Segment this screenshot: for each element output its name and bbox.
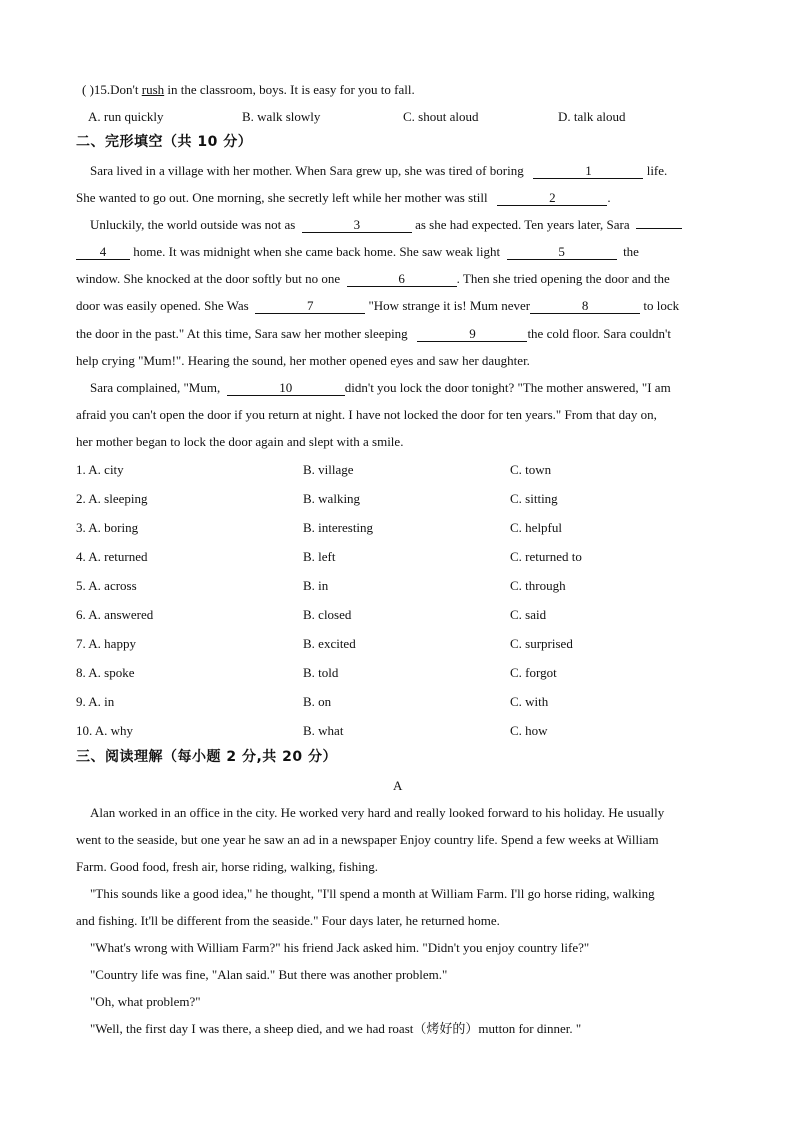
q15-option-c: C. shout aloud: [403, 109, 479, 124]
q15-option-d: D. talk aloud: [558, 109, 626, 124]
choice-2-b[interactable]: B. walking: [303, 491, 361, 506]
reading-line-5: and fishing. It'll be different from the seaside." Four days later, he returned home.: [76, 913, 500, 928]
reading-line-4: "This sounds like a good idea," he thought, "I'll spend a month at William Farm. I'll go horse riding, walking: [90, 886, 655, 901]
choice-10-c[interactable]: C. how: [510, 723, 548, 738]
blank-7[interactable]: 7: [255, 299, 365, 314]
cloze-line-4: 4 home. It was midnight when she came back home. She saw weak light 5 the: [76, 244, 639, 260]
answer-parenthesis: ( ): [82, 82, 94, 97]
choice-3-c[interactable]: C. helpful: [510, 520, 562, 535]
cloze-line-11: her mother began to lock the door again and slept with a smile.: [76, 434, 404, 449]
choice-6-a[interactable]: 6. A. answered: [76, 607, 154, 622]
choice-9-a[interactable]: 9. A. in: [76, 694, 115, 709]
section-3-heading: 三、阅读理解（每小题 2 分,共 20 分）: [76, 749, 338, 765]
reading-line-8: "Oh, what problem?": [90, 994, 201, 1009]
cloze-line-8: help crying "Mum!". Hearing the sound, her mother opened eyes and saw her daughter.: [76, 353, 530, 368]
cloze-line-2: She wanted to go out. One morning, she secretly left while her mother was still 2 .: [76, 190, 611, 205]
q15-option-b: B. walk slowly: [242, 109, 321, 124]
blank-4[interactable]: 4: [76, 245, 130, 260]
choice-10-a[interactable]: 10. A. why: [76, 723, 134, 738]
choice-6-b[interactable]: B. closed: [303, 607, 352, 622]
choice-3-a[interactable]: 3. A. boring: [76, 520, 139, 535]
q15-option-a: A. run quickly: [88, 109, 164, 124]
reading-line-1: Alan worked in an office in the city. He worked very hard and really looked forward to his holiday. He usually: [90, 805, 665, 820]
blank-5[interactable]: 5: [507, 245, 617, 260]
choice-4-b[interactable]: B. left: [303, 549, 336, 564]
choice-5-c[interactable]: C. through: [510, 578, 566, 593]
choice-2-c[interactable]: C. sitting: [510, 491, 558, 506]
choice-3-b[interactable]: B. interesting: [303, 520, 374, 535]
reading-line-3: Farm. Good food, fresh air, horse riding, walking, fishing.: [76, 859, 379, 874]
choice-7-b[interactable]: B. excited: [303, 636, 356, 651]
question-number: 15.: [93, 82, 111, 97]
cloze-line-7: the door in the past." At this time, Sara saw her mother sleeping 9 the cold floor. Sara couldn't: [76, 326, 671, 341]
choice-5-b[interactable]: B. in: [303, 578, 329, 593]
blank-4-start: [636, 228, 682, 229]
choice-1-b[interactable]: B. village: [303, 462, 354, 477]
cloze-line-9: Sara complained, "Mum, 10 didn't you lock the door tonight? "The mother answered, "I am: [90, 380, 671, 395]
reading-line-6: "What's wrong with William Farm?" his friend Jack asked him. "Didn't you enjoy country life?": [90, 940, 590, 955]
choice-8-a[interactable]: 8. A. spoke: [76, 665, 135, 680]
choice-1-c[interactable]: C. town: [510, 462, 552, 477]
choice-8-c[interactable]: C. forgot: [510, 665, 557, 680]
blank-1[interactable]: 1: [533, 164, 643, 179]
question-15: ( )15.Don't rush in the classroom, boys. It is easy for you to fall.: [82, 82, 415, 97]
choice-7-a[interactable]: 7. A. happy: [76, 636, 136, 651]
choice-4-a[interactable]: 4. A. returned: [76, 549, 148, 564]
blank-9[interactable]: 9: [417, 327, 527, 342]
passage-label: A: [393, 778, 403, 793]
choice-9-b[interactable]: B. on: [303, 694, 332, 709]
reading-line-9: "Well, the first day I was there, a sheep died, and we had roast（烤好的）mutton for dinner. ": [90, 1021, 582, 1036]
section-2-heading: 二、完形填空（共 10 分）: [76, 134, 253, 150]
choice-7-c[interactable]: C. surprised: [510, 636, 573, 651]
blank-2[interactable]: 2: [497, 191, 607, 206]
cloze-line-6: door was easily opened. She Was 7 "How strange it is! Mum never 8 to lock: [76, 298, 680, 313]
choice-6-c[interactable]: C. said: [510, 607, 547, 622]
cloze-line-1: Sara lived in a village with her mother. When Sara grew up, she was tired of boring 1 life.: [90, 163, 668, 178]
choice-5-a[interactable]: 5. A. across: [76, 578, 137, 593]
blank-3[interactable]: 3: [302, 218, 412, 233]
underlined-word: rush: [141, 82, 165, 97]
choice-10-b[interactable]: B. what: [303, 723, 344, 738]
reading-line-7: "Country life was fine, "Alan said." But there was another problem.": [90, 967, 448, 982]
choice-2-a[interactable]: 2. A. sleeping: [76, 491, 148, 506]
choice-4-c[interactable]: C. returned to: [510, 549, 582, 564]
reading-line-2: went to the seaside, but one year he saw an ad in a newspaper Enjoy country life. Spend a few weeks at William: [76, 832, 659, 847]
blank-8[interactable]: 8: [530, 299, 640, 314]
blank-10[interactable]: 10: [227, 381, 345, 396]
cloze-line-3: Unluckily, the world outside was not as 3 as she had expected. Ten years later, Sara: [90, 217, 682, 233]
cloze-line-10: afraid you can't open the door if you return at night. I have not locked the door for ten years." From that day on,: [76, 407, 657, 422]
cloze-line-5: window. She knocked at the door softly but no one 6 . Then she tried opening the door and the: [76, 271, 670, 286]
choice-8-b[interactable]: B. told: [303, 665, 339, 680]
choice-9-c[interactable]: C. with: [510, 694, 549, 709]
choice-1-a[interactable]: 1. A. city: [76, 462, 124, 477]
blank-6[interactable]: 6: [347, 272, 457, 287]
